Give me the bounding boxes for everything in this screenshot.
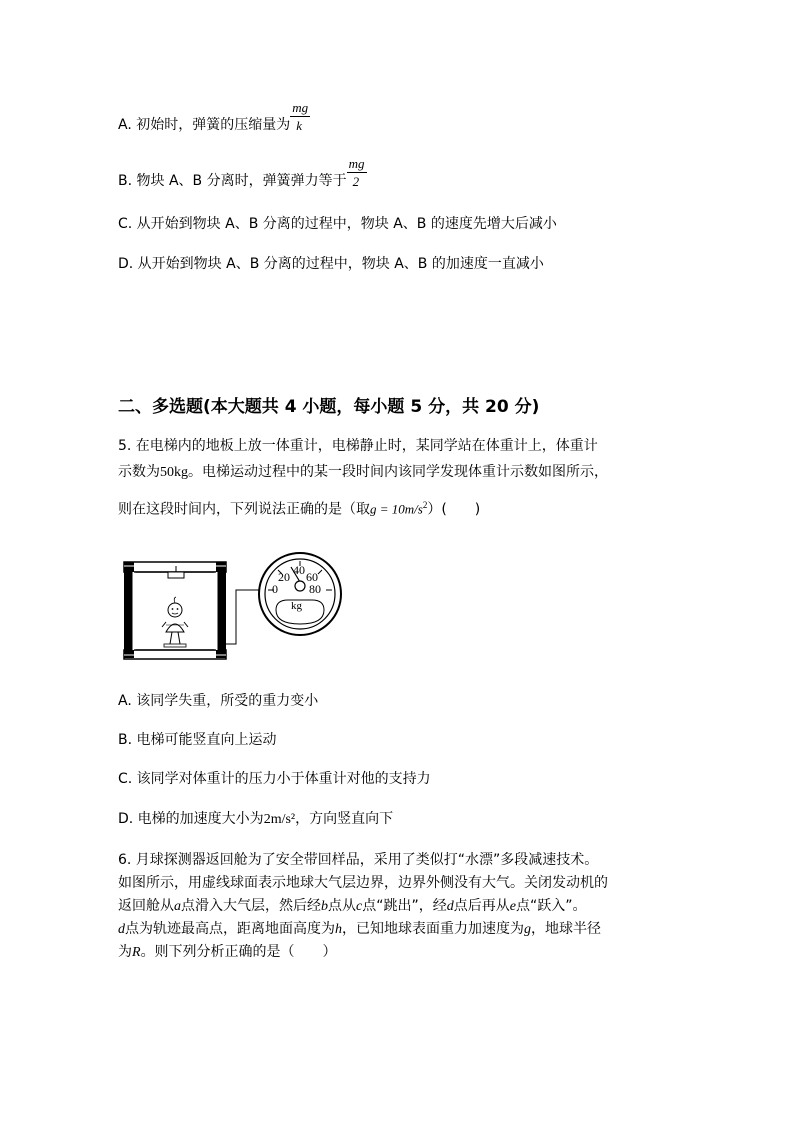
q6-line-2: 如图所示，用虚线球面表示地球大气层边界，边界外侧没有大气。关闭发动机的 bbox=[118, 875, 608, 891]
q6-var-b: b bbox=[321, 899, 328, 914]
q5-option-b: B. 电梯可能竖直向上运动 bbox=[118, 732, 277, 748]
q5-option-a: A. 该同学失重，所受的重力变小 bbox=[118, 693, 319, 709]
elevator-scale-figure bbox=[120, 552, 350, 662]
elevator-ceiling bbox=[124, 562, 226, 572]
q6-var-h: h bbox=[335, 922, 342, 937]
fraction-denominator: 2 bbox=[352, 174, 360, 189]
dial-label-40: 40 bbox=[293, 563, 305, 577]
q6-text: 点滑入大气层，然后经 bbox=[181, 898, 321, 914]
q5-line-3 bbox=[118, 496, 480, 519]
q6-text: 点后再从 bbox=[453, 898, 510, 914]
dial-label-80: 80 bbox=[309, 582, 321, 596]
dial-label-20: 20 bbox=[278, 570, 290, 584]
fraction-mg-over-k bbox=[290, 100, 312, 134]
section-title: 二、多选题(本大题共 4 小题，每小题 5 分，共 20 分) bbox=[118, 397, 540, 417]
q6-text: 点“跃入”。 bbox=[515, 898, 587, 914]
fraction-numerator: mg bbox=[292, 100, 309, 115]
q6-text: 点从 bbox=[328, 898, 356, 914]
q6-var-d: d bbox=[446, 899, 454, 914]
fraction-numerator: mg bbox=[348, 156, 365, 171]
q6-line-3 bbox=[118, 897, 586, 916]
person-icon bbox=[162, 597, 188, 647]
q4-option-b-text: B. 物块 A、B 分离时，弹簧弹力等于 bbox=[118, 173, 347, 189]
q6-line-5 bbox=[118, 943, 337, 962]
q6-text: 。则下列分析正确的是（ ） bbox=[140, 944, 337, 960]
q5-text: 示数为 bbox=[118, 464, 160, 480]
q5-text: ，方向竖直向下 bbox=[295, 811, 394, 827]
q4-option-d: D. 从开始到物块 A、B 分离的过程中，物块 A、B 的加速度一直减小 bbox=[118, 256, 544, 272]
q5-acceleration-value: 2m/s² bbox=[263, 812, 296, 827]
q5-text: 则在这段时间内，下列说法正确的是（取 bbox=[118, 501, 370, 518]
q6-line-4 bbox=[118, 920, 601, 939]
bathroom-scale-icon bbox=[164, 644, 186, 647]
q6-var-a: a bbox=[174, 899, 181, 914]
q4-option-a-text: A. 初始时，弹簧的压缩量为 bbox=[118, 117, 291, 133]
q4-option-a bbox=[118, 100, 312, 134]
q6-var-R: R bbox=[132, 945, 141, 960]
dial-label-60: 60 bbox=[306, 570, 318, 584]
fraction-mg-over-2 bbox=[347, 156, 369, 190]
q5-gravity-formula: g = 10m/s bbox=[370, 501, 423, 517]
q4-option-b bbox=[118, 156, 369, 190]
q6-var-e: e bbox=[509, 899, 516, 914]
q6-var-c: c bbox=[356, 899, 363, 914]
q6-text: 返回舱从 bbox=[118, 898, 174, 914]
q5-gravity-exponent: 2 bbox=[422, 500, 428, 510]
q6-var-g: g bbox=[524, 922, 531, 937]
q5-line-1: 5. 在电梯内的地板上放一体重计，电梯静止时，某同学站在体重计上，体重计 bbox=[118, 438, 598, 454]
elevator-floor bbox=[124, 650, 226, 659]
fraction-denominator: k bbox=[296, 118, 303, 133]
lamp-icon bbox=[168, 572, 184, 578]
q5-option-d bbox=[118, 810, 393, 829]
q6-text: ，地球半径 bbox=[531, 921, 601, 937]
q5-text: ）( ) bbox=[427, 501, 481, 518]
q5-text: D. 电梯的加速度大小为 bbox=[118, 811, 264, 827]
q5-line-2 bbox=[118, 463, 608, 482]
q4-option-c: C. 从开始到物块 A、B 分离的过程中，物块 A、B 的速度先增大后减小 bbox=[118, 216, 557, 232]
dial-label-0: 0 bbox=[272, 582, 278, 596]
q6-text: 点“跳出”，经 bbox=[362, 898, 447, 914]
dial-unit: kg bbox=[291, 600, 302, 612]
q5-option-c: C. 该同学对体重计的压力小于体重计对他的支持力 bbox=[118, 771, 431, 787]
q6-text: 为 bbox=[118, 944, 132, 960]
q6-text: ，已知地球表面重力加速度为 bbox=[342, 921, 524, 937]
q6-text: 点为轨迹最高点，距离地面高度为 bbox=[125, 921, 335, 937]
q6-var-d: d bbox=[118, 922, 125, 937]
q5-weight-value: 50kg bbox=[160, 465, 188, 480]
q5-text: 。电梯运动过程中的某一段时间内该同学发现体重计示数如图所示， bbox=[188, 464, 608, 480]
q6-line-1: 6. 月球探测器返回舱为了安全带回样品，采用了类似打“水漂”多段减速技术。 bbox=[118, 852, 599, 868]
